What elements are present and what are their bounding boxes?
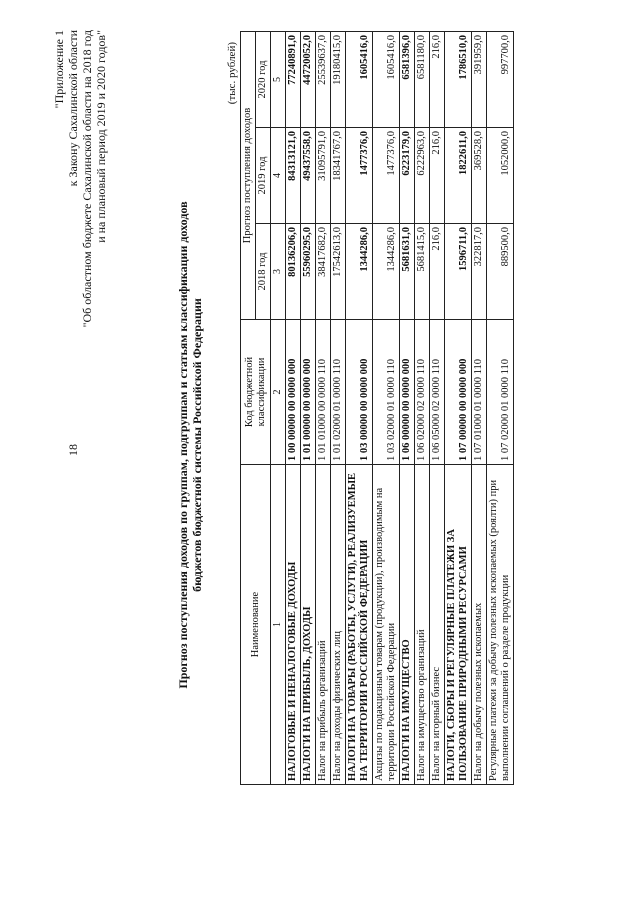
row-name: Налог на прибыль организаций <box>316 465 331 785</box>
row-value-2020: 1605416,0 <box>373 31 400 127</box>
table-row <box>445 31 472 784</box>
row-code: 1 00 00000 00 0000 000 <box>286 320 301 465</box>
row-value-2020: 1786510,0 <box>445 31 472 127</box>
row-code: 1 06 05000 02 0000 110 <box>430 320 445 465</box>
row-name: Налог на добычу полезных ископаемых <box>472 465 487 785</box>
column-index: 5 <box>271 31 286 127</box>
table-body <box>286 31 514 784</box>
row-value-2019: 1052000,0 <box>487 128 514 224</box>
appendix-line-3: "Об областном бюджете Сахалинской области на 2018 год <box>80 30 94 328</box>
row-value-2019: 84313121,0 <box>286 128 301 224</box>
table-row <box>346 31 373 784</box>
row-value-2018: 1344286,0 <box>346 224 373 320</box>
row-value-2018: 5681631,0 <box>400 224 415 320</box>
row-value-2018: 80136206,0 <box>286 224 301 320</box>
table-row <box>487 31 514 784</box>
row-value-2020: 391959,0 <box>472 31 487 127</box>
row-value-2019: 49437558,0 <box>301 128 316 224</box>
table-row <box>301 31 316 784</box>
appendix-header <box>52 30 108 470</box>
units-label: (тыс. рублей) <box>226 42 238 105</box>
appendix-line-2: к Закону Сахалинской области <box>66 30 80 187</box>
header-forecast: Прогноз поступления доходов <box>241 31 256 319</box>
row-value-2019: 6223179,0 <box>400 128 415 224</box>
row-value-2020: 6581180,0 <box>415 31 430 127</box>
row-name: Акцизы по подакцизным товарам (продукции), производимым на территории Российской Федерации <box>373 465 400 785</box>
row-value-2019: 18341767,0 <box>331 128 346 224</box>
table-row <box>331 31 346 784</box>
page-number: 18 <box>66 444 80 456</box>
column-index: 1 <box>271 465 286 785</box>
row-value-2019: 31095791,0 <box>316 128 331 224</box>
row-name: НАЛОГИ НА ИМУЩЕСТВО <box>400 465 415 785</box>
revenue-forecast-table <box>240 31 514 785</box>
row-value-2019: 216,0 <box>430 128 445 224</box>
row-value-2020: 44720052,0 <box>301 31 316 127</box>
header-name: Наименование <box>241 465 271 785</box>
row-value-2018: 1596711,0 <box>445 224 472 320</box>
header-2020: 2020 год <box>256 31 271 127</box>
row-value-2018: 1344286,0 <box>373 224 400 320</box>
row-value-2020: 77240891,0 <box>286 31 301 127</box>
title-line-1: Прогноз поступления доходов по группам, подгруппам и статьям классификации доходов <box>176 201 190 689</box>
column-index: 2 <box>271 320 286 465</box>
row-value-2020: 19180415,0 <box>331 31 346 127</box>
document-title <box>176 125 204 765</box>
row-code: 1 06 02000 02 0000 110 <box>415 320 430 465</box>
row-value-2018: 216,0 <box>430 224 445 320</box>
row-name: НАЛОГИ, СБОРЫ И РЕГУЛЯРНЫЕ ПЛАТЕЖИ ЗА ПОЛЬЗОВАНИЕ ПРИРОДНЫМИ РЕСУРСАМИ <box>445 465 472 785</box>
row-name: Налог на имущество организаций <box>415 465 430 785</box>
table-row <box>472 31 487 784</box>
row-name: Налог на игорный бизнес <box>430 465 445 785</box>
row-value-2018: 55960295,0 <box>301 224 316 320</box>
header-2019: 2019 год <box>256 128 271 224</box>
row-code: 1 07 01000 01 0000 110 <box>472 320 487 465</box>
header-code: Код бюджетной классификации <box>241 320 271 465</box>
column-index: 3 <box>271 224 286 320</box>
appendix-line-4: и на плановый период 2019 и 2020 годов" <box>94 30 108 243</box>
column-index: 4 <box>271 128 286 224</box>
row-code: 1 01 00000 00 0000 000 <box>301 320 316 465</box>
table-row <box>415 31 430 784</box>
row-value-2020: 6581396,0 <box>400 31 415 127</box>
table-row <box>400 31 415 784</box>
row-value-2019: 1477376,0 <box>373 128 400 224</box>
table-row <box>373 31 400 784</box>
title-line-2: бюджетов бюджетной системы Российской Федерации <box>190 298 204 592</box>
row-value-2020: 216,0 <box>430 31 445 127</box>
row-name: Регулярные платежи за добычу полезных ископаемых (роялти) при выполнении соглашений о разделе продукции <box>487 465 514 785</box>
row-value-2018: 17542613,0 <box>331 224 346 320</box>
row-value-2018: 322817,0 <box>472 224 487 320</box>
row-code: 1 03 02000 01 0000 110 <box>373 320 400 465</box>
table-row <box>430 31 445 784</box>
row-value-2018: 5681415,0 <box>415 224 430 320</box>
row-value-2018: 38417682,0 <box>316 224 331 320</box>
table-row <box>286 31 301 784</box>
row-code: 1 06 00000 00 0000 000 <box>400 320 415 465</box>
row-name: НАЛОГИ НА ПРИБЫЛЬ, ДОХОДЫ <box>301 465 316 785</box>
row-value-2020: 1605416,0 <box>346 31 373 127</box>
row-name: НАЛОГИ НА ТОВАРЫ (РАБОТЫ, УСЛУГИ), РЕАЛИЗУЕМЫЕ НА ТЕРРИТОРИИ РОССИЙСКОЙ ФЕДЕРАЦИИ <box>346 465 373 785</box>
row-code: 1 07 00000 00 0000 000 <box>445 320 472 465</box>
row-name: НАЛОГОВЫЕ И НЕНАЛОГОВЫЕ ДОХОДЫ <box>286 465 301 785</box>
row-value-2018: 889500,0 <box>487 224 514 320</box>
row-value-2019: 6222963,0 <box>415 128 430 224</box>
row-value-2019: 1822611,0 <box>445 128 472 224</box>
row-value-2019: 369528,0 <box>472 128 487 224</box>
appendix-line-1: "Приложение 1 <box>52 30 66 109</box>
row-code: 1 07 02000 01 0000 110 <box>487 320 514 465</box>
row-value-2019: 1477376,0 <box>346 128 373 224</box>
row-value-2020: 997700,0 <box>487 31 514 127</box>
table-row <box>316 31 331 784</box>
row-name: Налог на доходы физических лиц <box>331 465 346 785</box>
row-code: 1 01 02000 01 0000 110 <box>331 320 346 465</box>
row-code: 1 01 01000 00 0000 110 <box>316 320 331 465</box>
row-value-2020: 25539637,0 <box>316 31 331 127</box>
header-2018: 2018 год <box>256 224 271 320</box>
row-code: 1 03 00000 00 0000 000 <box>346 320 373 465</box>
